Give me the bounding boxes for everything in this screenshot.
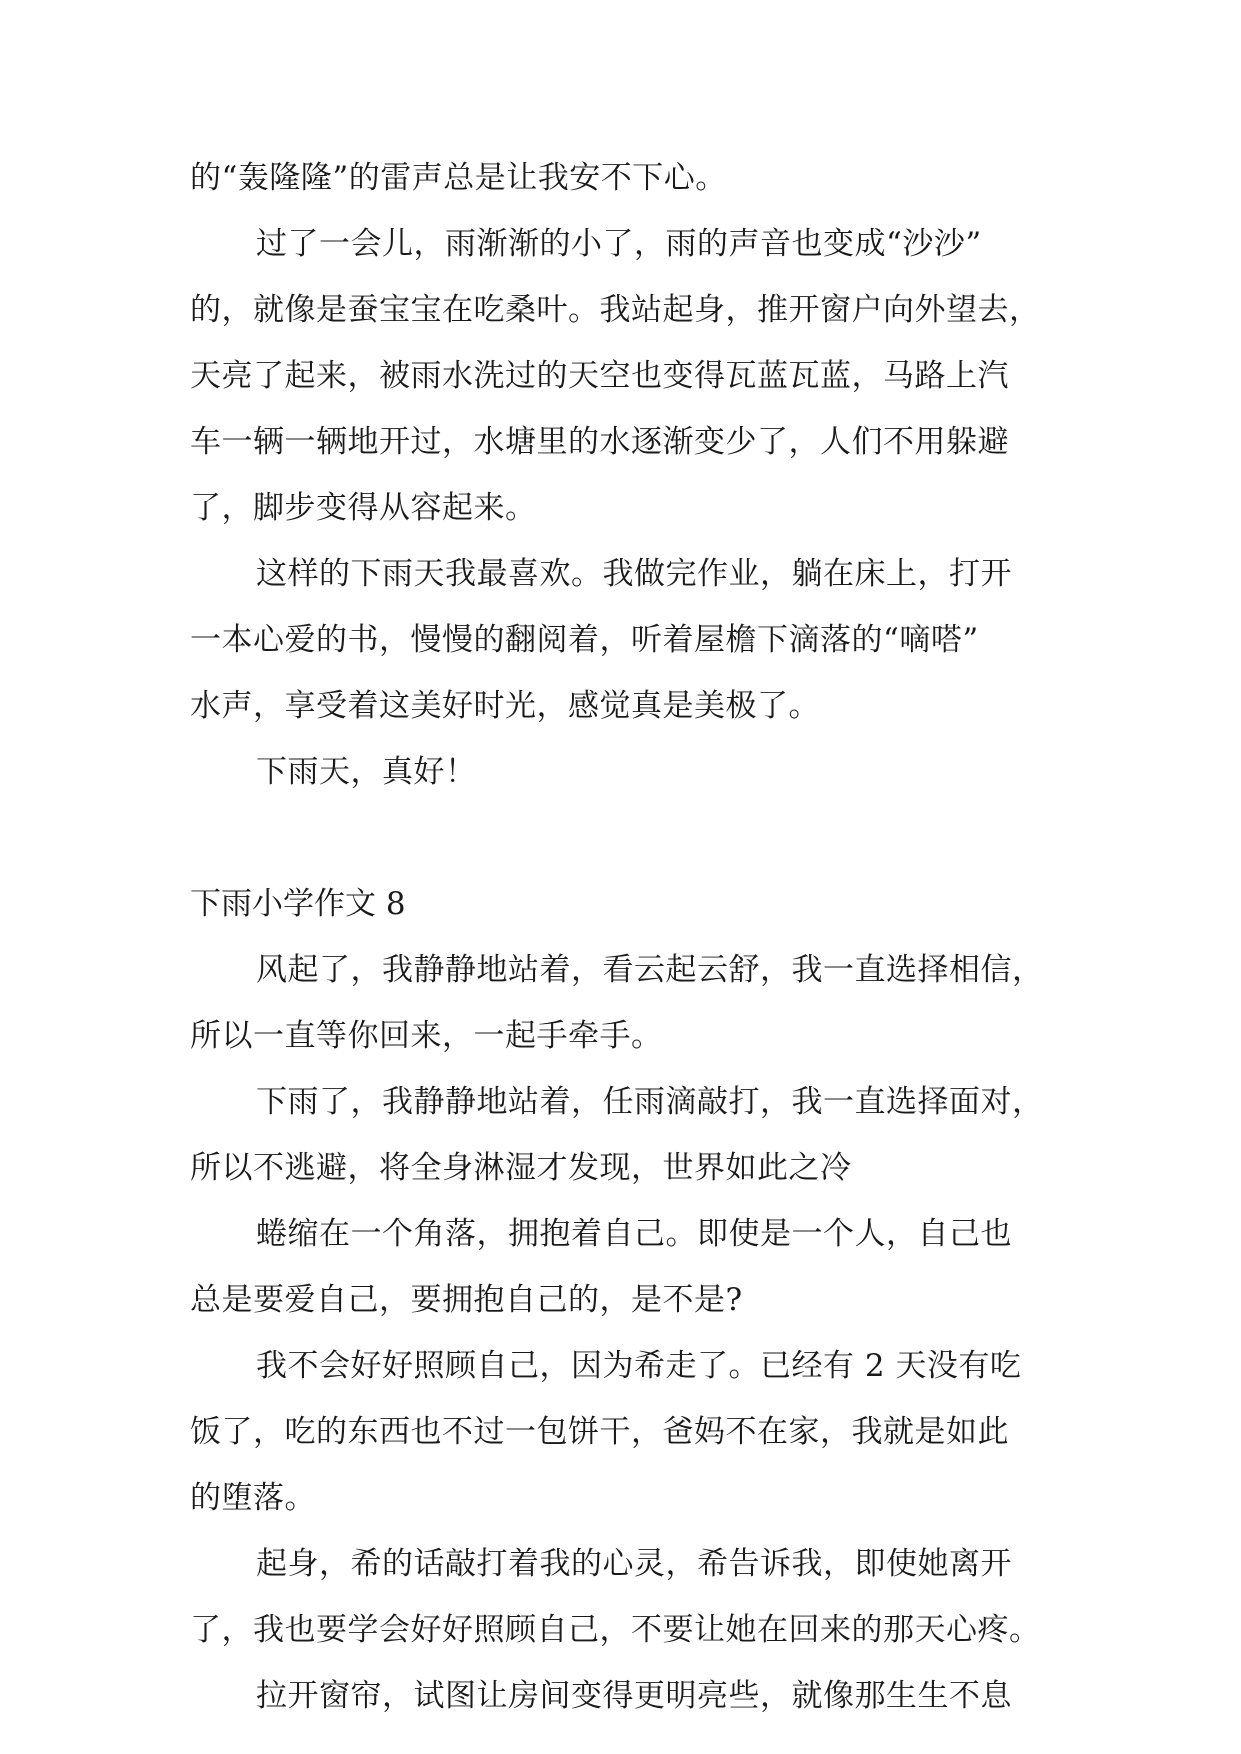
text-line: 一本心爱的书，慢慢的翻阅着，听着屋檐下滴落的“嘀嗒” (190, 622, 979, 658)
document-page (190, 145, 1050, 1729)
text-line: 拉开窗帘，试图让房间变得更明亮些，就像那生生不息 (256, 1678, 1012, 1714)
text-line: 这样的下雨天我最喜欢。我做完作业，躺在床上，打开 (256, 556, 1012, 592)
text-line: 蜷缩在一个角落，拥抱着自己。即使是一个人，自己也 (256, 1216, 1012, 1252)
text-line: 的“轰隆隆”的雷声总是让我安不下心。 (190, 160, 727, 196)
text-line: 饭了，吃的东西也不过一包饼干，爸妈不在家，我就是如此 (190, 1414, 1009, 1450)
text-line: 下雨天，真好！ (256, 754, 477, 790)
text-line: 下雨了，我静静地站着，任雨滴敲打，我一直选择面对， (256, 1084, 1044, 1120)
text-line: 了，脚步变得从容起来。 (190, 490, 537, 526)
text-line: 的，就像是蚕宝宝在吃桑叶。我站起身，推开窗户向外望去， (190, 292, 1041, 328)
text-line: 我不会好好照顾自己，因为希走了。已经有 2 天没有吃 (256, 1348, 1022, 1384)
text-line: 过了一会儿，雨渐渐的小了，雨的声音也变成“沙沙” (256, 226, 982, 262)
text-line: 总是要爱自己，要拥抱自己的，是不是? (190, 1282, 743, 1318)
text-line: 起身，希的话敲打着我的心灵，希告诉我，即使她离开 (256, 1546, 1012, 1582)
text-line: 了，我也要学会好好照顾自己，不要让她在回来的那天心疼。 (190, 1612, 1041, 1648)
text-line: 天亮了起来，被雨水洗过的天空也变得瓦蓝瓦蓝，马路上汽 (190, 358, 1009, 394)
blank-line (190, 805, 1050, 871)
text-line: 风起了，我静静地站着，看云起云舒，我一直选择相信， (256, 952, 1044, 988)
text-line: 所以一直等你回来，一起手牵手。 (190, 1018, 663, 1054)
text-line: 的堕落。 (190, 1480, 316, 1516)
text-line: 所以不逃避，将全身淋湿才发现，世界如此之冷 (190, 1150, 852, 1186)
text-line: 车一辆一辆地开过，水塘里的水逐渐变少了，人们不用躲避 (190, 424, 1009, 460)
essay-title: 下雨小学作文 8 (190, 886, 406, 922)
text-line: 水声，享受着这美好时光，感觉真是美极了。 (190, 688, 820, 724)
